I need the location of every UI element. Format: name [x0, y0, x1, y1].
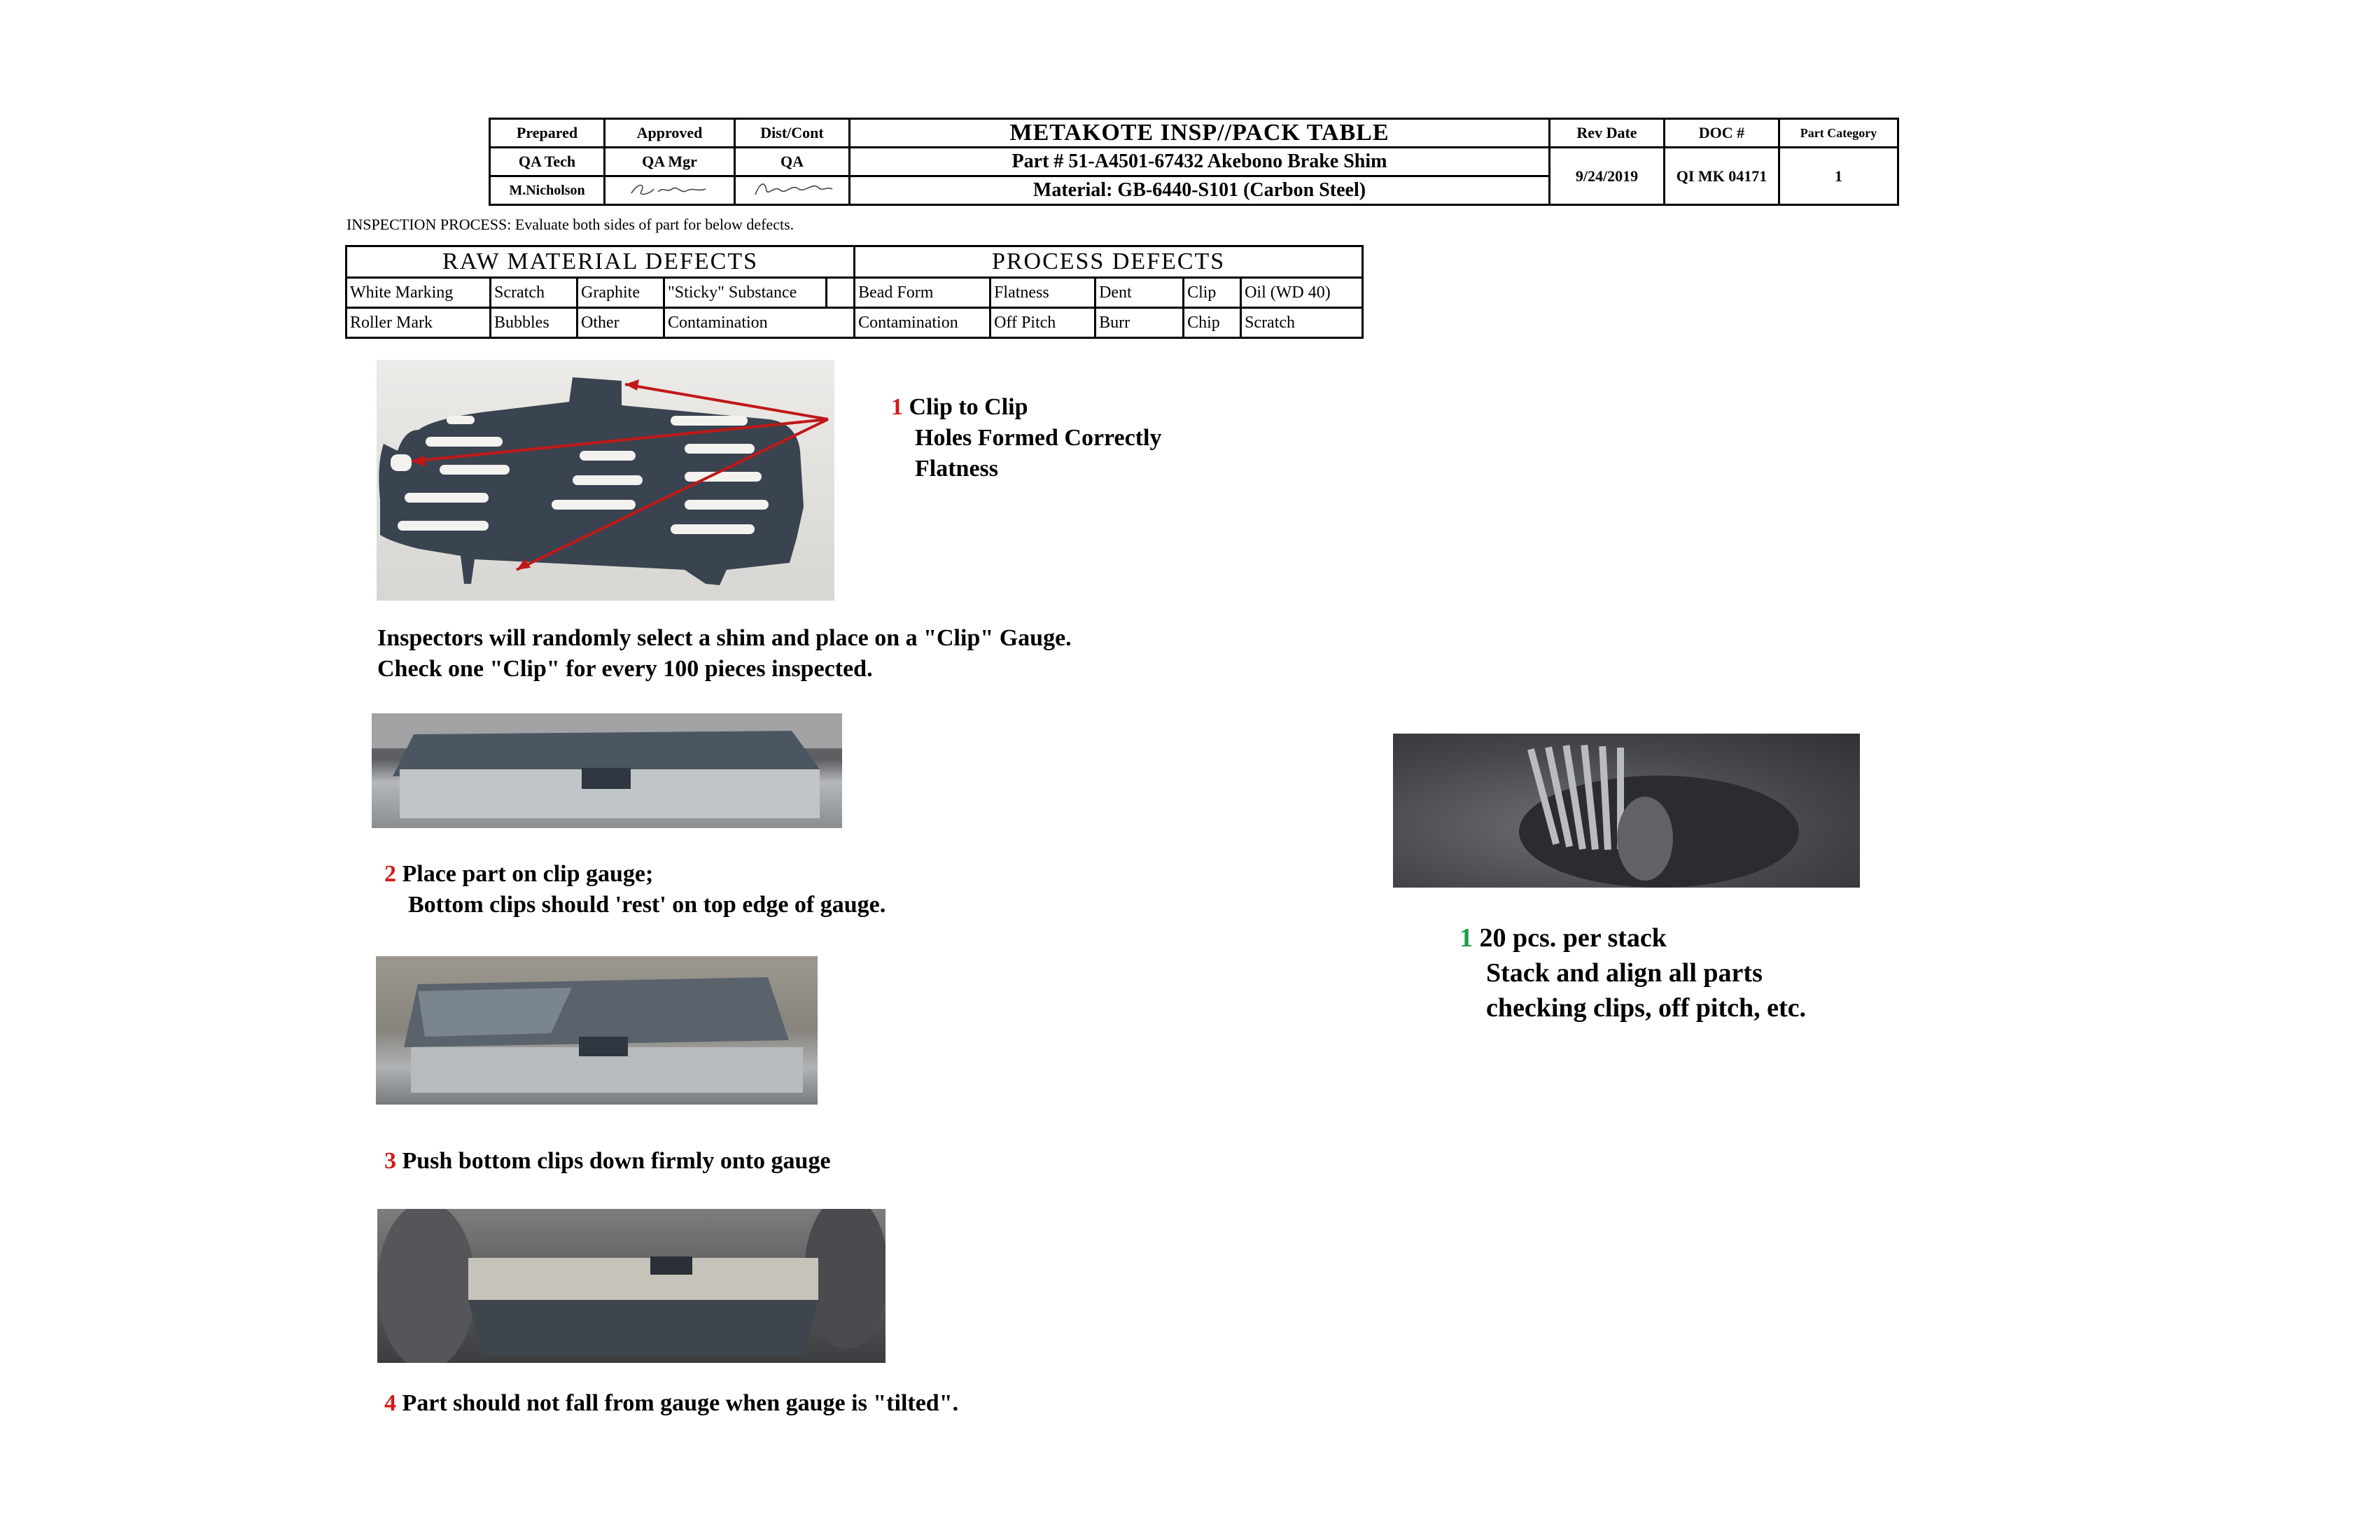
- rev-date-value: 9/24/2019: [1550, 148, 1665, 205]
- doc-number-value: QI MK 04171: [1665, 148, 1779, 205]
- step-2-line: Bottom clips should 'rest' on top edge of gauge.: [408, 892, 886, 918]
- doc-title: METAKOTE INSP//PACK TABLE: [850, 119, 1550, 148]
- defect-cell: Chip: [1184, 308, 1241, 338]
- part-category-label: Part Category: [1779, 119, 1898, 148]
- check-1-block: [891, 392, 1161, 484]
- shim-photo: [377, 360, 834, 601]
- step-4-line: Part should not fall from gauge when gauge is "tilted".: [402, 1390, 959, 1416]
- defects-table: [345, 245, 1364, 339]
- defect-cell: Graphite: [578, 278, 664, 308]
- defect-cell: Clip: [1184, 278, 1241, 308]
- stack-photo: [1393, 734, 1860, 888]
- stack-block: [1460, 920, 1806, 1026]
- clip-gauge-photo-1: [372, 713, 842, 828]
- approved-label: Approved: [605, 119, 735, 148]
- step-number: 4: [384, 1390, 396, 1416]
- defect-cell: Contamination: [855, 308, 990, 338]
- part-category-value: 1: [1779, 148, 1898, 205]
- stack-line: Stack and align all parts: [1486, 958, 1763, 988]
- instruction-line: Check one "Clip" for every 100 pieces inspected.: [377, 656, 873, 682]
- check-1-line: Clip to Clip: [909, 394, 1028, 420]
- step-number: 2: [384, 861, 396, 887]
- defect-cell: Bead Form: [855, 278, 990, 308]
- stack-line: 20 pcs. per stack: [1479, 923, 1667, 953]
- stack-line: checking clips, off pitch, etc.: [1486, 993, 1807, 1023]
- defect-cell: Flatness: [990, 278, 1096, 308]
- process-defects-heading: PROCESS DEFECTS: [855, 246, 1363, 278]
- defect-cell: Burr: [1096, 308, 1184, 338]
- tilted-gauge-photo: [377, 1209, 886, 1363]
- doc-number-label: DOC #: [1665, 119, 1779, 148]
- material-spec: Material: GB-6440-S101 (Carbon Steel): [850, 176, 1550, 205]
- step-number: 3: [384, 1148, 396, 1174]
- defect-cell: Dent: [1096, 278, 1184, 308]
- prepared-role: QA Tech: [490, 148, 605, 176]
- stack-step-number: 1: [1460, 923, 1473, 953]
- step-3-block: [384, 1146, 831, 1177]
- defect-cell: Contamination: [664, 308, 855, 338]
- step-2-block: [384, 859, 886, 920]
- prepared-label: Prepared: [490, 119, 605, 148]
- check-1-line: Flatness: [915, 456, 998, 482]
- approver-signature: [605, 176, 735, 205]
- part-number: Part # 51-A4501-67432 Akebono Brake Shim: [850, 148, 1550, 176]
- signature-image: [617, 178, 722, 199]
- defect-cell: [827, 278, 855, 308]
- step-2-line: Place part on clip gauge;: [402, 861, 654, 887]
- part-on-gauge-illustration: [372, 713, 842, 828]
- step-3-line: Push bottom clips down firmly onto gauge: [402, 1148, 831, 1174]
- stacked-parts-in-hand-illustration: [1393, 734, 1860, 888]
- instruction-block: [377, 623, 1072, 685]
- header-table: [489, 118, 1899, 206]
- step-4-block: [384, 1388, 958, 1419]
- distcont-label: Dist/Cont: [735, 119, 850, 148]
- signature-image: [740, 178, 845, 199]
- tilted-gauge-illustration: [377, 1209, 886, 1363]
- defect-cell: "Sticky" Substance: [664, 278, 827, 308]
- raw-material-defects-heading: RAW MATERIAL DEFECTS: [346, 246, 855, 278]
- defect-cell: White Marking: [346, 278, 491, 308]
- defect-cell: Scratch: [1241, 308, 1363, 338]
- defect-cell: Off Pitch: [990, 308, 1096, 338]
- defect-cell: Roller Mark: [346, 308, 491, 338]
- clips-pushed-illustration: [376, 956, 818, 1105]
- distributor-signature: [735, 176, 850, 205]
- defect-cell: Other: [578, 308, 664, 338]
- defect-cell: Bubbles: [491, 308, 578, 338]
- distcont-role: QA: [735, 148, 850, 176]
- check-1-line: Holes Formed Correctly: [915, 425, 1162, 451]
- rev-date-label: Rev Date: [1550, 119, 1665, 148]
- clip-gauge-photo-2: [376, 956, 818, 1105]
- brake-shim-illustration: [377, 360, 834, 601]
- approved-role: QA Mgr: [605, 148, 735, 176]
- step-number: 1: [891, 394, 903, 420]
- prepared-by-name: M.Nicholson: [490, 176, 605, 205]
- instruction-line: Inspectors will randomly select a shim and place on a "Clip" Gauge.: [377, 625, 1072, 651]
- inspection-process-note: INSPECTION PROCESS: Evaluate both sides of part for below defects.: [346, 216, 794, 233]
- defect-cell: Oil (WD 40): [1241, 278, 1363, 308]
- defect-cell: Scratch: [491, 278, 578, 308]
